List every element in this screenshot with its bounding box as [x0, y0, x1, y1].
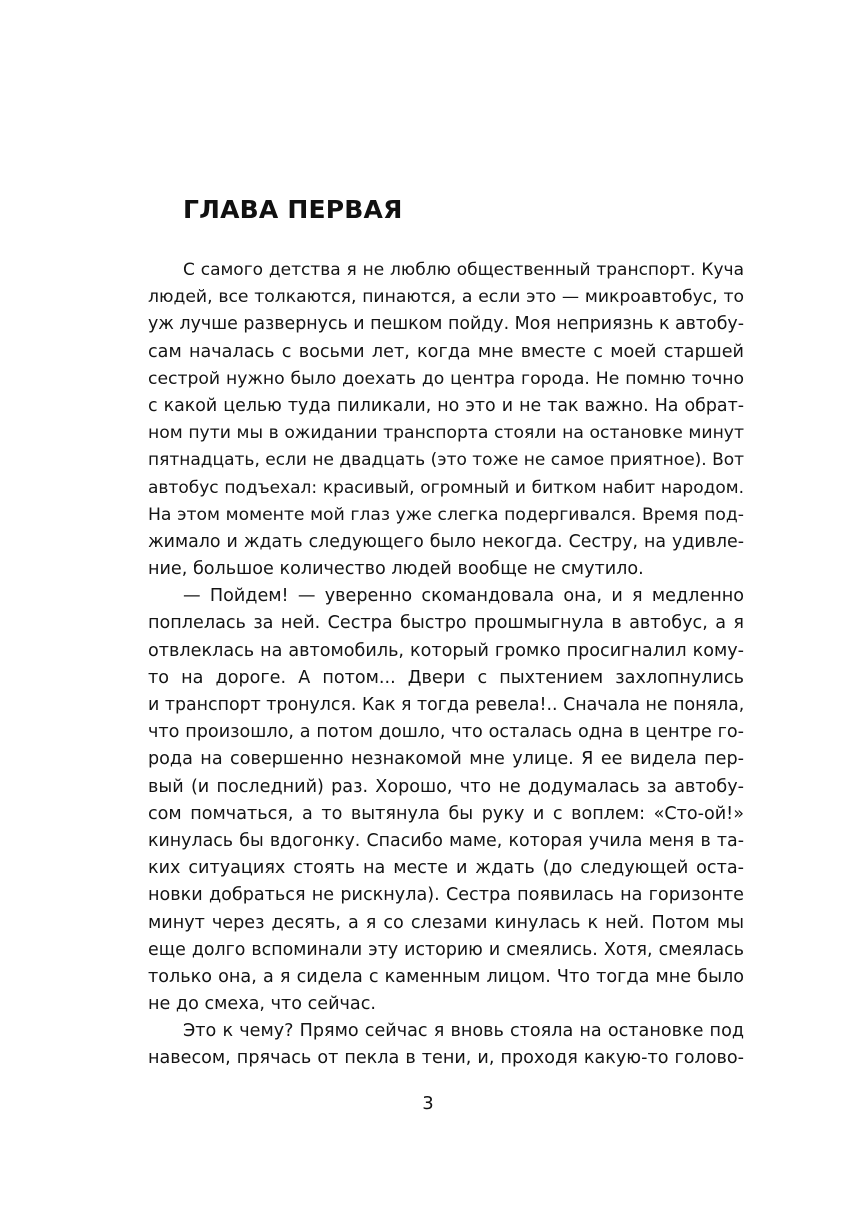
text-line: сом помчаться, а то вытянула бы руку и с воплем: «Сто-ой!»: [148, 803, 744, 824]
body-text: [148, 257, 744, 1073]
text-line: ние, большое количество людей вообще не смутило.: [148, 559, 644, 580]
chapter-title: ГЛАВА ПЕРВАЯ: [183, 195, 403, 224]
text-line: людей, все толкаются, пинаются, а если это — микроавтобус, то: [148, 287, 744, 308]
text-line: рода на совершенно незнакомой мне улице. Я ее видела пер-: [148, 749, 744, 770]
text-line: кинулась бы вдогонку. Спасибо маме, которая учила меня в та-: [148, 830, 744, 851]
text-line: сестрой нужно было доехать до центра города. Не помню точно: [148, 368, 744, 389]
text-line: минут через десять, а я со слезами кинулась к ней. Потом мы: [148, 912, 744, 933]
text-line: новки добраться не рискнула). Сестра появилась на горизонте: [148, 885, 744, 906]
text-line: ких ситуациях стоять на месте и ждать (до следующей оста-: [148, 858, 744, 879]
text-line: сам началась с восьми лет, когда мне вместе с моей старшей: [148, 341, 744, 362]
text-line: только она, а я сидела с каменным лицом. Что тогда мне было: [148, 966, 744, 987]
text-line: вый (и последний) раз. Хорошо, что не додумалась за автобу-: [148, 776, 744, 797]
text-line: жимало и ждать следующего было некогда. Сестру, на удивле-: [148, 531, 744, 552]
text-line: С самого детства я не люблю общественный транспорт. Куча: [183, 260, 744, 280]
text-line: с какой целью туда пиликали, но это и не так важно. На обрат-: [148, 395, 744, 416]
text-line: автобус подъехал: красивый, огромный и битком набит народом.: [148, 477, 744, 498]
text-line: навесом, прячась от пекла в тени, и, проходя какую-то голово-: [148, 1048, 744, 1069]
text-line: отвлеклась на автомобиль, который громко просигналил кому-: [148, 640, 744, 661]
text-line: уж лучше развернусь и пешком пойду. Моя неприязнь к автобу-: [148, 314, 744, 335]
text-line: поплелась за ней. Сестра быстро прошмыгнула в автобус, а я: [148, 613, 744, 634]
page-number: 3: [422, 1093, 434, 1114]
text-line: что произошло, а потом дошло, что осталась одна в центре го-: [148, 722, 744, 743]
text-line: — Пойдем! — уверенно скомандовала она, и я медленно: [183, 586, 744, 607]
text-line: Это к чему? Прямо сейчас я вновь стояла на остановке под: [183, 1021, 744, 1042]
text-line: еще долго вспоминали эту историю и смеялись. Хотя, смеялась: [148, 939, 744, 960]
text-line: На этом моменте мой глаз уже слегка подергивался. Время под-: [148, 504, 744, 525]
text-line: не до смеха, что сейчас.: [148, 994, 376, 1015]
text-line: пятнадцать, если не двадцать (это тоже не самое приятное). Вот: [148, 450, 745, 471]
text-line: то на дороге. А потом... Двери с пыхтением захлопнулись: [148, 667, 744, 688]
text-line: ном пути мы в ожидании транспорта стояли на остановке минут: [148, 423, 744, 444]
text-line: и транспорт тронулся. Как я тогда ревела!.. Сначала не поняла,: [148, 695, 745, 715]
